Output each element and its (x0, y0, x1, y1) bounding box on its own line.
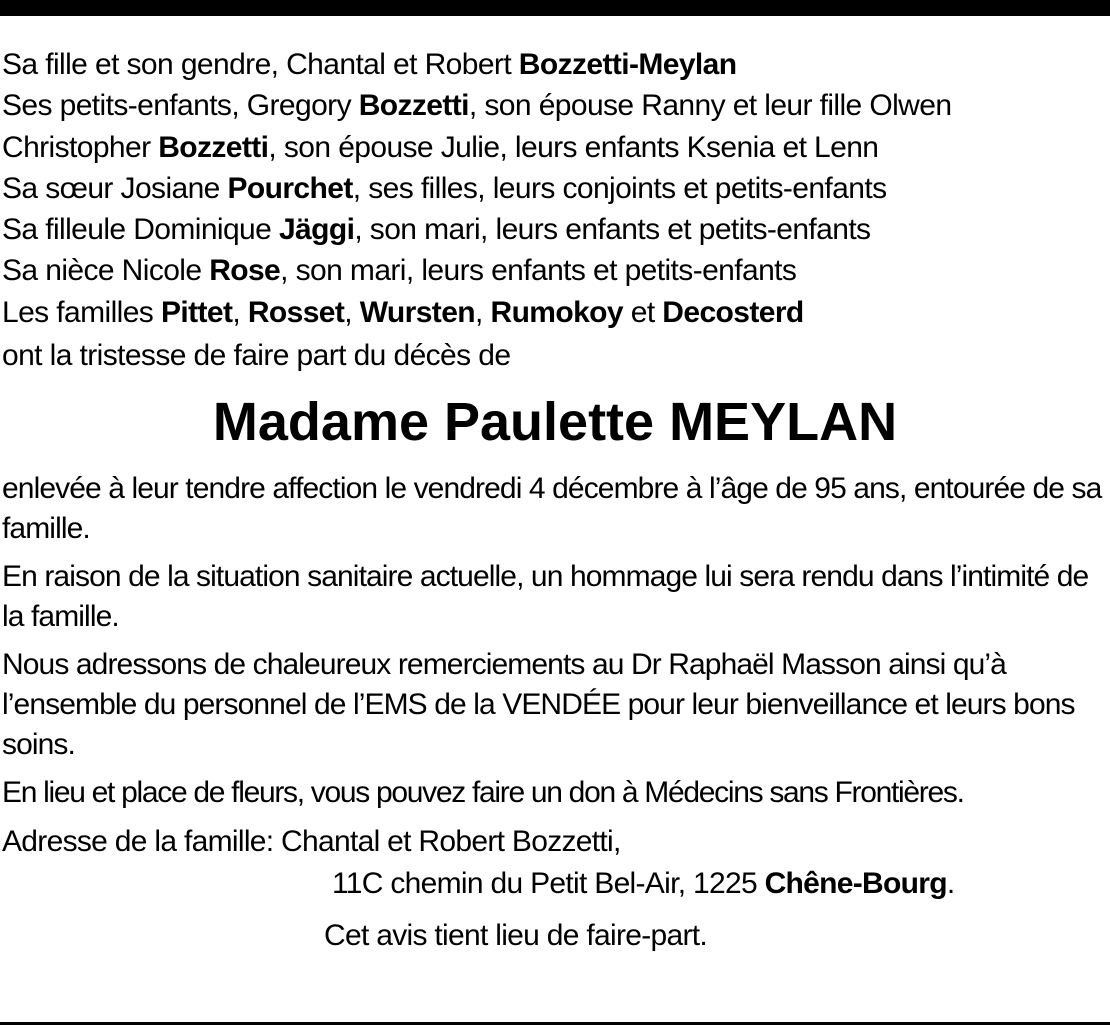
family-text: , son mari, leurs enfants et petits-enfants (280, 254, 797, 288)
family-surname: Bozzetti (158, 130, 269, 164)
family-surname: Rose (209, 254, 281, 288)
donation-paragraph: En lieu et place de fleurs, vous pouvez faire un don à Médecins sans Frontières. (2, 776, 964, 810)
family-text: , (344, 295, 360, 329)
family-surname: Decosterd (662, 295, 804, 329)
bottom-border-rule (0, 1022, 1110, 1025)
family-line (2, 44, 1108, 85)
family-surname: Bozzetti (358, 89, 469, 123)
family-surname: Bozzetti-Meylan (518, 48, 737, 81)
death-notice (2, 44, 1108, 959)
family-line (2, 85, 1108, 126)
family-text: Les familles (2, 295, 161, 329)
family-address (2, 821, 1108, 905)
family-text: , son épouse Julie, leurs enfants Ksenia et Lenn (268, 130, 879, 164)
deceased-name: Madame Paulette MEYLAN (212, 392, 898, 453)
family-text: et (623, 295, 663, 329)
family-text: Sa fille et son gendre, Chantal et Robert (2, 48, 519, 81)
family-surname: Jäggi (278, 213, 355, 247)
family-text: Sa filleule Dominique (2, 213, 279, 247)
family-line (2, 292, 1108, 333)
family-list (2, 44, 1108, 333)
family-text: Sa sœur Josiane (2, 171, 228, 205)
family-surname: Wursten (359, 295, 476, 329)
family-line (2, 250, 1108, 291)
family-surname: Pourchet (227, 171, 353, 205)
announcement-lead-in: ont la tristesse de faire part du décès de (2, 339, 511, 373)
family-text: Christopher (2, 130, 159, 164)
family-surname: Pittet (160, 295, 233, 329)
family-text: Sa nièce Nicole (2, 254, 210, 288)
family-line (2, 209, 1108, 250)
family-text: , (475, 295, 491, 329)
top-border-rule (0, 0, 1110, 16)
address-street: 11C chemin du Petit Bel-Air, 1225 (332, 867, 765, 901)
address-line-2 (2, 863, 1108, 905)
passing-paragraph: enlevée à leur tendre affection le vendredi 4 décembre à l’âge de 95 ans, entourée de sa famille. (2, 472, 1102, 546)
thanks-paragraph: Nous adressons de chaleureux remerciements au Dr Raphaël Masson ainsi qu’à l’ensemble du personnel de l’EMS de la VENDÉE pour leur bienveillance et leurs bons soins. (2, 648, 1075, 762)
closing-note: Cet avis tient lieu de faire-part. (324, 919, 708, 953)
family-text: , son mari, leurs enfants et petits-enfants (354, 213, 871, 247)
ceremony-paragraph: En raison de la situation sanitaire actuelle, un hommage lui sera rendu dans l’intimité de la famille. (2, 560, 1089, 634)
family-text: , (232, 295, 248, 329)
family-line (2, 168, 1108, 209)
family-line (2, 127, 1108, 168)
address-town: Chêne-Bourg (764, 867, 947, 901)
family-text: , son épouse Ranny et leur fille Olwen (468, 89, 952, 123)
family-text: , ses filles, leurs conjoints et petits-enfants (352, 171, 887, 205)
address-period: . (946, 867, 955, 901)
family-surname: Rosset (247, 295, 345, 329)
family-text: Ses petits-enfants, Gregory (2, 89, 359, 123)
address-line-1: Adresse de la famille: Chantal et Robert Bozzetti, (2, 825, 621, 859)
family-surname: Rumokoy (490, 295, 623, 329)
